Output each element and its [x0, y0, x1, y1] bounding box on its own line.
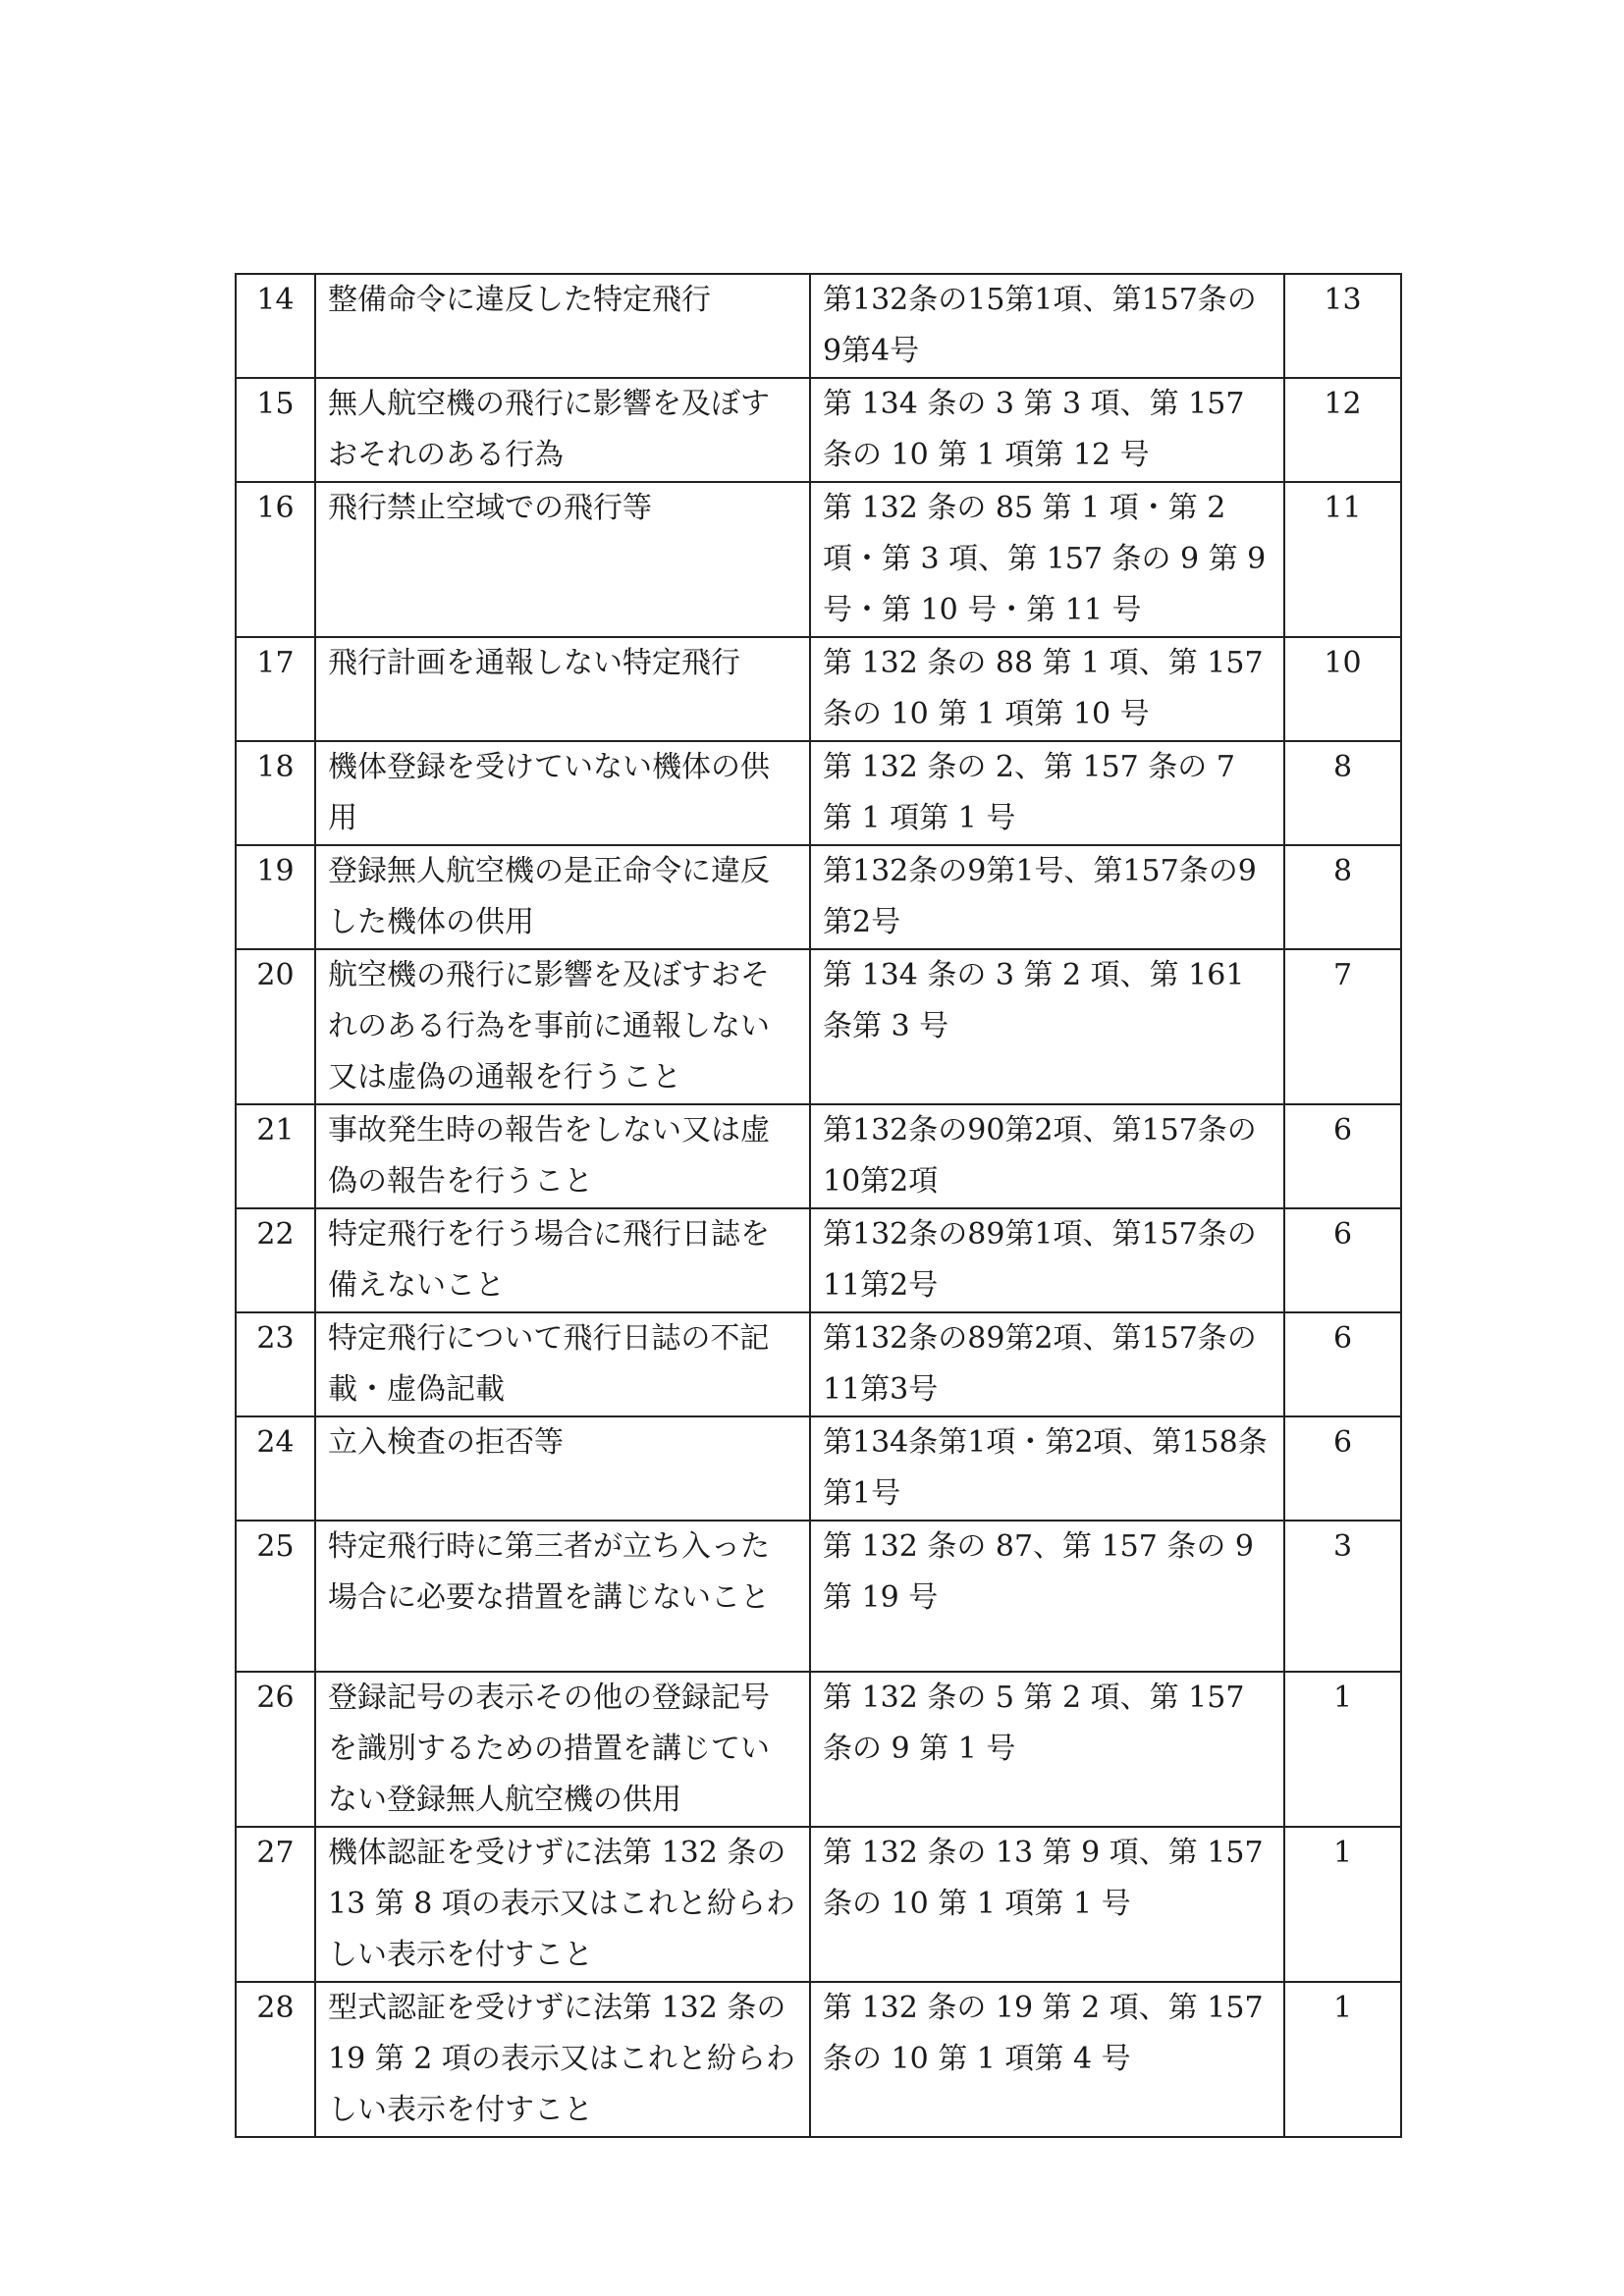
case-count: 7 — [1284, 949, 1401, 1104]
row-number: 16 — [236, 482, 315, 637]
row-number: 15 — [236, 378, 315, 482]
violation-description: 特定飛行時に第三者が立ち入った場合に必要な措置を講じないこと — [315, 1521, 810, 1672]
legal-reference: 第 132 条の 19 第 2 項、第 157 条の 10 第 1 項第 4 号 — [810, 1982, 1284, 2137]
table-row — [236, 1827, 1401, 1982]
violation-description: 飛行禁止空域での飛行等 — [315, 482, 810, 637]
row-number: 24 — [236, 1416, 315, 1521]
legal-reference: 第132条の9第1号、第157条の9第2号 — [810, 845, 1284, 949]
violation-description: 立入検査の拒否等 — [315, 1416, 810, 1521]
table-row — [236, 845, 1401, 949]
case-count: 11 — [1284, 482, 1401, 637]
table-row — [236, 482, 1401, 637]
row-number: 27 — [236, 1827, 315, 1982]
violation-description: 飛行計画を通報しない特定飛行 — [315, 637, 810, 741]
table-row — [236, 1208, 1401, 1312]
table-row — [236, 1312, 1401, 1416]
legal-reference: 第 132 条の 2、第 157 条の 7 第 1 項第 1 号 — [810, 741, 1284, 845]
row-number: 20 — [236, 949, 315, 1104]
row-number: 28 — [236, 1982, 315, 2137]
violation-description: 機体登録を受けていない機体の供用 — [315, 741, 810, 845]
legal-reference: 第 134 条の 3 第 3 項、第 157 条の 10 第 1 項第 12 号 — [810, 378, 1284, 482]
case-count: 12 — [1284, 378, 1401, 482]
violation-description: 整備命令に違反した特定飛行 — [315, 274, 810, 378]
legal-reference: 第 134 条の 3 第 2 項、第 161 条第 3 号 — [810, 949, 1284, 1104]
case-count: 1 — [1284, 1982, 1401, 2137]
row-number: 22 — [236, 1208, 315, 1312]
table-row — [236, 949, 1401, 1104]
table-row — [236, 1982, 1401, 2137]
row-number: 26 — [236, 1672, 315, 1827]
row-number: 18 — [236, 741, 315, 845]
table-row — [236, 1104, 1401, 1208]
table-row — [236, 741, 1401, 845]
row-number: 23 — [236, 1312, 315, 1416]
case-count: 3 — [1284, 1521, 1401, 1672]
violation-description: 無人航空機の飛行に影響を及ぼすおそれのある行為 — [315, 378, 810, 482]
violation-description: 航空機の飛行に影響を及ぼすおそれのある行為を事前に通報しない又は虚偽の通報を行うこと — [315, 949, 810, 1104]
table-row — [236, 378, 1401, 482]
legal-reference: 第132条の89第2項、第157条の11第3号 — [810, 1312, 1284, 1416]
violation-description: 登録無人航空機の是正命令に違反した機体の供用 — [315, 845, 810, 949]
case-count: 10 — [1284, 637, 1401, 741]
case-count: 8 — [1284, 845, 1401, 949]
table-row — [236, 274, 1401, 378]
case-count: 1 — [1284, 1827, 1401, 1982]
case-count: 8 — [1284, 741, 1401, 845]
case-count: 13 — [1284, 274, 1401, 378]
legal-reference: 第 132 条の 13 第 9 項、第 157 条の 10 第 1 項第 1 号 — [810, 1827, 1284, 1982]
legal-reference: 第 132 条の 85 第 1 項・第 2 項・第 3 項、第 157 条の 9 第 9 号・第 10 号・第 11 号 — [810, 482, 1284, 637]
violation-description: 特定飛行について飛行日誌の不記載・虚偽記載 — [315, 1312, 810, 1416]
row-number: 25 — [236, 1521, 315, 1672]
table-row — [236, 637, 1401, 741]
case-count: 6 — [1284, 1312, 1401, 1416]
violation-description: 機体認証を受けずに法第 132 条の 13 第 8 項の表示又はこれと紛らわしい表示を付すこと — [315, 1827, 810, 1982]
legal-reference: 第132条の89第1項、第157条の11第2号 — [810, 1208, 1284, 1312]
row-number: 19 — [236, 845, 315, 949]
violation-description: 型式認証を受けずに法第 132 条の 19 第 2 項の表示又はこれと紛らわしい表示を付すこと — [315, 1982, 810, 2137]
violation-description: 特定飛行を行う場合に飛行日誌を備えないこと — [315, 1208, 810, 1312]
legal-reference: 第 132 条の 5 第 2 項、第 157 条の 9 第 1 号 — [810, 1672, 1284, 1827]
violation-table — [235, 273, 1402, 2138]
case-count: 6 — [1284, 1104, 1401, 1208]
legal-reference: 第134条第1項・第2項、第158条第1号 — [810, 1416, 1284, 1521]
table-row — [236, 1416, 1401, 1521]
row-number: 17 — [236, 637, 315, 741]
row-number: 14 — [236, 274, 315, 378]
row-number: 21 — [236, 1104, 315, 1208]
case-count: 6 — [1284, 1208, 1401, 1312]
violation-description: 事故発生時の報告をしない又は虚偽の報告を行うこと — [315, 1104, 810, 1208]
legal-reference: 第 132 条の 88 第 1 項、第 157 条の 10 第 1 項第 10 号 — [810, 637, 1284, 741]
violation-description: 登録記号の表示その他の登録記号を識別するための措置を講じていない登録無人航空機の供用 — [315, 1672, 810, 1827]
case-count: 6 — [1284, 1416, 1401, 1521]
case-count: 1 — [1284, 1672, 1401, 1827]
table-row — [236, 1521, 1401, 1672]
table-row — [236, 1672, 1401, 1827]
legal-reference: 第132条の90第2項、第157条の10第2項 — [810, 1104, 1284, 1208]
legal-reference: 第 132 条の 87、第 157 条の 9 第 19 号 — [810, 1521, 1284, 1672]
legal-reference: 第132条の15第1項、第157条の9第4号 — [810, 274, 1284, 378]
